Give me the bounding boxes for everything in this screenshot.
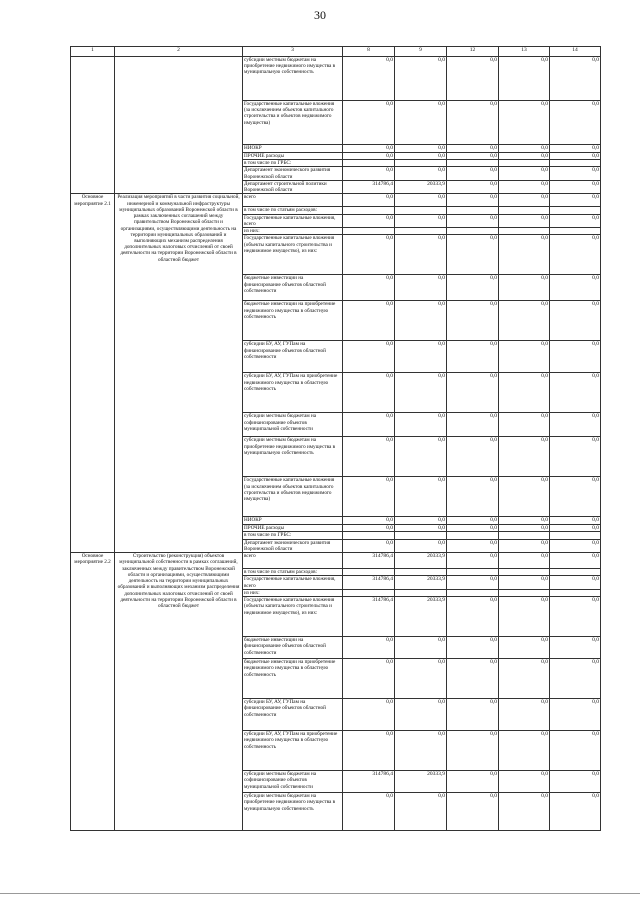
value-cell: 0,0 bbox=[395, 413, 447, 437]
value-cell: 0,0 bbox=[550, 167, 601, 180]
value-cell: 20333,9 bbox=[395, 576, 447, 589]
value-cell bbox=[447, 160, 499, 167]
value-cell: 0,0 bbox=[550, 413, 601, 437]
value-cell: 0,0 bbox=[343, 659, 395, 699]
value-cell: 0,0 bbox=[395, 57, 447, 101]
value-cell: 0,0 bbox=[395, 524, 447, 532]
value-cell: 0,0 bbox=[499, 214, 550, 227]
value-cell: 0,0 bbox=[550, 524, 601, 532]
row-label: из них: bbox=[243, 228, 343, 235]
value-cell: 0,0 bbox=[499, 101, 550, 145]
value-cell: 0,0 bbox=[447, 553, 499, 569]
value-cell: 0,0 bbox=[499, 275, 550, 301]
value-cell bbox=[499, 532, 550, 539]
value-cell: 0,0 bbox=[395, 301, 447, 341]
row-label: в том числе по ГРБС: bbox=[243, 532, 343, 539]
value-cell bbox=[499, 207, 550, 214]
value-cell: 0,0 bbox=[343, 57, 395, 101]
value-cell: 0,0 bbox=[499, 731, 550, 771]
value-cell: 0,0 bbox=[343, 194, 395, 207]
value-cell: 0,0 bbox=[395, 437, 447, 477]
value-cell bbox=[447, 589, 499, 596]
value-cell: 0,0 bbox=[550, 152, 601, 160]
value-cell: 0,0 bbox=[447, 57, 499, 101]
row-label: Государственные капитальные вложения (за исключением объектов капитального строительства и объектов недвижимого имущества) bbox=[243, 101, 343, 145]
value-cell: 0,0 bbox=[447, 477, 499, 517]
row-label: НИОКР bbox=[243, 517, 343, 525]
value-cell: 0,0 bbox=[499, 373, 550, 413]
value-cell: 0,0 bbox=[550, 57, 601, 101]
row-label: Государственные капитальные вложения (за исключением объектов капитального строительства и объектов недвижимого имущества) bbox=[243, 477, 343, 517]
value-cell: 0,0 bbox=[499, 235, 550, 275]
value-cell: 0,0 bbox=[447, 145, 499, 153]
value-cell bbox=[395, 532, 447, 539]
table-row bbox=[71, 57, 601, 101]
value-cell: 0,0 bbox=[395, 145, 447, 153]
value-cell: 0,0 bbox=[343, 731, 395, 771]
value-cell: 0,0 bbox=[343, 341, 395, 373]
row-label: субсидии БУ, АУ, ГУПам на финансирование объектов областной собственности bbox=[243, 699, 343, 731]
value-cell bbox=[343, 589, 395, 596]
value-cell: 0,0 bbox=[395, 194, 447, 207]
row-label: бюджетные инвестиции на финансирование объектов областной собственности bbox=[243, 275, 343, 301]
value-cell bbox=[343, 532, 395, 539]
value-cell bbox=[343, 207, 395, 214]
value-cell: 0,0 bbox=[550, 101, 601, 145]
value-cell: 0,0 bbox=[550, 235, 601, 275]
value-cell: 0,0 bbox=[550, 180, 601, 193]
value-cell: 0,0 bbox=[447, 180, 499, 193]
value-cell: 0,0 bbox=[343, 413, 395, 437]
row-label: из них: bbox=[243, 589, 343, 596]
value-cell: 0,0 bbox=[499, 597, 550, 637]
value-cell: 0,0 bbox=[395, 152, 447, 160]
row-label: ПРОЧИЕ расходы bbox=[243, 524, 343, 532]
row-label: субсидии местным бюджетам на софинансирование объектов муниципальной собственности bbox=[243, 771, 343, 793]
value-cell bbox=[343, 569, 395, 576]
value-cell: 0,0 bbox=[447, 517, 499, 525]
value-cell: 0,0 bbox=[395, 517, 447, 525]
value-cell: 0,0 bbox=[550, 793, 601, 831]
continuation-col2 bbox=[115, 57, 243, 194]
value-cell: 0,0 bbox=[447, 214, 499, 227]
value-cell bbox=[550, 532, 601, 539]
value-cell: 0,0 bbox=[343, 275, 395, 301]
value-cell: 0,0 bbox=[343, 214, 395, 227]
value-cell: 0,0 bbox=[499, 152, 550, 160]
value-cell: 0,0 bbox=[395, 101, 447, 145]
value-cell: 0,0 bbox=[447, 167, 499, 180]
value-cell bbox=[395, 207, 447, 214]
value-cell: 0,0 bbox=[447, 235, 499, 275]
header-row bbox=[71, 47, 601, 57]
row-label: субсидии БУ, АУ, ГУПам на приобретение недвижимого имущества в областную собственность bbox=[243, 373, 343, 413]
value-cell: 20333,9 bbox=[395, 597, 447, 637]
header-cell: 9 bbox=[395, 47, 447, 57]
value-cell: 314786,4 bbox=[343, 771, 395, 793]
row-label: бюджетные инвестиции на финансирование объектов областной собственности bbox=[243, 637, 343, 659]
value-cell: 0,0 bbox=[550, 194, 601, 207]
value-cell: 0,0 bbox=[550, 373, 601, 413]
value-cell: 0,0 bbox=[447, 793, 499, 831]
value-cell: 0,0 bbox=[550, 553, 601, 569]
value-cell bbox=[550, 569, 601, 576]
value-cell: 0,0 bbox=[499, 517, 550, 525]
value-cell: 0,0 bbox=[447, 637, 499, 659]
value-cell: 0,0 bbox=[395, 793, 447, 831]
value-cell bbox=[499, 160, 550, 167]
value-cell: 20333,9 bbox=[395, 180, 447, 193]
value-cell: 0,0 bbox=[499, 524, 550, 532]
activity-description: Реализация мероприятий в части развития социальной, инженерной и коммунальной инфраструктуры муниципальных образований Воронежской области в рамках заключенных соглашений между правительством Воронежской области и организациями, осуществляющими деятельность на территории муниципальных образований и выполняющих механизм распределения дополнительных налоговых отчислений от своей деятельности на территории Воронежской области в областной бюджет bbox=[115, 194, 243, 553]
value-cell: 0,0 bbox=[395, 477, 447, 517]
value-cell: 0,0 bbox=[499, 477, 550, 517]
continuation-col1 bbox=[71, 57, 115, 194]
header-cell: 3 bbox=[243, 47, 343, 57]
value-cell: 20333,9 bbox=[395, 771, 447, 793]
row-label: субсидии местным бюджетам на приобретение недвижимого имущества в муниципальную собственность bbox=[243, 57, 343, 101]
value-cell: 0,0 bbox=[447, 659, 499, 699]
value-cell: 0,0 bbox=[447, 194, 499, 207]
header-cell: 1 bbox=[71, 47, 115, 57]
value-cell: 0,0 bbox=[343, 167, 395, 180]
activity-description: Строительство (реконструкция) объектов муниципальной собственности в рамках соглашений, заключенных между правительством Воронежской области и организациями, осуществляющими деятельность на территории муниципальных образований и выполняющих механизм распределения дополнительных налоговых отчислений от своей деятельности на территории Воронежской области в областной бюджет bbox=[115, 553, 243, 831]
row-label: Департамент экономического развития Воронежской области bbox=[243, 539, 343, 552]
value-cell: 0,0 bbox=[447, 413, 499, 437]
value-cell: 0,0 bbox=[447, 539, 499, 552]
value-cell: 0,0 bbox=[499, 413, 550, 437]
value-cell: 0,0 bbox=[499, 145, 550, 153]
value-cell bbox=[447, 207, 499, 214]
value-cell: 0,0 bbox=[550, 597, 601, 637]
value-cell bbox=[395, 160, 447, 167]
value-cell: 314786,4 bbox=[343, 597, 395, 637]
value-cell: 0,0 bbox=[343, 301, 395, 341]
row-label: Департамент экономического развития Воронежской области bbox=[243, 167, 343, 180]
value-cell bbox=[550, 160, 601, 167]
value-cell: 0,0 bbox=[550, 517, 601, 525]
row-label: Государственные капитальные вложения, всего bbox=[243, 214, 343, 227]
value-cell: 0,0 bbox=[447, 576, 499, 589]
value-cell: 0,0 bbox=[395, 539, 447, 552]
value-cell: 0,0 bbox=[499, 539, 550, 552]
activity-code: Основное мероприятие 2.1 bbox=[71, 194, 115, 553]
value-cell: 0,0 bbox=[550, 731, 601, 771]
value-cell: 0,0 bbox=[447, 699, 499, 731]
page-number: 30 bbox=[314, 8, 326, 22]
value-cell: 0,0 bbox=[550, 341, 601, 373]
value-cell: 0,0 bbox=[550, 477, 601, 517]
row-label: ПРОЧИЕ расходы bbox=[243, 152, 343, 160]
value-cell: 0,0 bbox=[447, 524, 499, 532]
row-label: Государственные капитальные вложения, всего bbox=[243, 576, 343, 589]
value-cell: 0,0 bbox=[499, 793, 550, 831]
value-cell: 0,0 bbox=[550, 275, 601, 301]
value-cell: 0,0 bbox=[550, 437, 601, 477]
value-cell: 0,0 bbox=[447, 373, 499, 413]
value-cell: 0,0 bbox=[395, 637, 447, 659]
value-cell: 0,0 bbox=[343, 437, 395, 477]
row-label: в том числе по ГРБС: bbox=[243, 160, 343, 167]
value-cell: 0,0 bbox=[395, 167, 447, 180]
value-cell: 0,0 bbox=[343, 793, 395, 831]
table-row bbox=[71, 194, 601, 207]
value-cell: 0,0 bbox=[499, 167, 550, 180]
value-cell: 0,0 bbox=[499, 180, 550, 193]
value-cell: 0,0 bbox=[343, 539, 395, 552]
value-cell: 0,0 bbox=[343, 524, 395, 532]
value-cell bbox=[550, 207, 601, 214]
row-label: субсидии местным бюджетам на приобретение недвижимого имущества в муниципальную собственность bbox=[243, 793, 343, 831]
value-cell: 0,0 bbox=[550, 576, 601, 589]
table-row bbox=[71, 553, 601, 569]
value-cell: 0,0 bbox=[395, 731, 447, 771]
row-label: Департамент строительной политики Воронежской области bbox=[243, 180, 343, 193]
value-cell: 0,0 bbox=[550, 145, 601, 153]
value-cell: 0,0 bbox=[343, 517, 395, 525]
value-cell: 0,0 bbox=[550, 659, 601, 699]
value-cell: 0,0 bbox=[499, 553, 550, 569]
value-cell: 0,0 bbox=[550, 699, 601, 731]
value-cell: 0,0 bbox=[447, 341, 499, 373]
value-cell: 0,0 bbox=[395, 214, 447, 227]
value-cell bbox=[395, 228, 447, 235]
value-cell: 0,0 bbox=[343, 699, 395, 731]
value-cell: 0,0 bbox=[447, 301, 499, 341]
header-cell: 13 bbox=[499, 47, 550, 57]
value-cell: 0,0 bbox=[499, 659, 550, 699]
value-cell: 0,0 bbox=[499, 771, 550, 793]
row-label: в том числе по статьям расходов: bbox=[243, 569, 343, 576]
value-cell bbox=[395, 589, 447, 596]
value-cell: 0,0 bbox=[447, 731, 499, 771]
value-cell bbox=[395, 569, 447, 576]
value-cell: 0,0 bbox=[499, 301, 550, 341]
value-cell: 0,0 bbox=[447, 771, 499, 793]
value-cell: 0,0 bbox=[550, 771, 601, 793]
page-bottom-edge bbox=[0, 893, 640, 894]
value-cell: 0,0 bbox=[447, 275, 499, 301]
value-cell: 0,0 bbox=[499, 341, 550, 373]
value-cell bbox=[499, 228, 550, 235]
value-cell: 0,0 bbox=[550, 301, 601, 341]
value-cell: 0,0 bbox=[499, 437, 550, 477]
value-cell: 0,0 bbox=[447, 152, 499, 160]
header-cell: 12 bbox=[447, 47, 499, 57]
value-cell: 0,0 bbox=[550, 539, 601, 552]
value-cell: 0,0 bbox=[343, 235, 395, 275]
value-cell: 0,0 bbox=[395, 373, 447, 413]
header-cell: 2 bbox=[115, 47, 243, 57]
value-cell: 0,0 bbox=[499, 637, 550, 659]
value-cell: 0,0 bbox=[343, 101, 395, 145]
value-cell: 0,0 bbox=[447, 437, 499, 477]
value-cell bbox=[447, 228, 499, 235]
value-cell bbox=[447, 569, 499, 576]
row-label: НИОКР bbox=[243, 145, 343, 153]
header-cell: 14 bbox=[550, 47, 601, 57]
value-cell: 0,0 bbox=[550, 637, 601, 659]
value-cell bbox=[550, 589, 601, 596]
value-cell: 0,0 bbox=[395, 699, 447, 731]
value-cell: 0,0 bbox=[447, 101, 499, 145]
value-cell: 0,0 bbox=[550, 214, 601, 227]
row-label: Государственные капитальные вложения (объекты капитального строительства и недвижимое имущество), из них: bbox=[243, 235, 343, 275]
row-label: Государственные капитальные вложения (объекты капитального строительства и недвижимое имущество), из них: bbox=[243, 597, 343, 637]
value-cell: 20333,9 bbox=[395, 553, 447, 569]
value-cell: 0,0 bbox=[395, 235, 447, 275]
value-cell bbox=[499, 569, 550, 576]
value-cell: 0,0 bbox=[499, 576, 550, 589]
value-cell: 0,0 bbox=[343, 477, 395, 517]
row-label: бюджетные инвестиции на приобретение недвижимого имущества в областную собственность bbox=[243, 659, 343, 699]
value-cell: 0,0 bbox=[447, 597, 499, 637]
value-cell: 314786,4 bbox=[343, 553, 395, 569]
header-cell: 8 bbox=[343, 47, 395, 57]
value-cell: 0,0 bbox=[395, 341, 447, 373]
value-cell: 0,0 bbox=[499, 57, 550, 101]
value-cell: 0,0 bbox=[343, 373, 395, 413]
value-cell: 314786,4 bbox=[343, 180, 395, 193]
row-label: субсидии БУ, АУ, ГУПам на финансирование объектов областной собственности bbox=[243, 341, 343, 373]
value-cell: 0,0 bbox=[499, 699, 550, 731]
budget-table bbox=[70, 46, 601, 831]
value-cell bbox=[550, 228, 601, 235]
value-cell: 0,0 bbox=[343, 637, 395, 659]
row-label: в том числе по статьям расходов: bbox=[243, 207, 343, 214]
value-cell bbox=[499, 589, 550, 596]
row-label: всего bbox=[243, 194, 343, 207]
row-label: всего bbox=[243, 553, 343, 569]
row-label: субсидии местным бюджетам на софинансирование объектов муниципальной собственности bbox=[243, 413, 343, 437]
value-cell: 0,0 bbox=[343, 145, 395, 153]
value-cell: 0,0 bbox=[395, 275, 447, 301]
activity-code: Основное мероприятие 2.2 bbox=[71, 553, 115, 831]
value-cell: 314786,4 bbox=[343, 576, 395, 589]
value-cell bbox=[343, 228, 395, 235]
row-label: субсидии местным бюджетам на приобретение недвижимого имущества в муниципальную собственность bbox=[243, 437, 343, 477]
value-cell: 0,0 bbox=[499, 194, 550, 207]
value-cell bbox=[343, 160, 395, 167]
value-cell: 0,0 bbox=[395, 659, 447, 699]
row-label: бюджетные инвестиции на приобретение недвижимого имущества в областную собственность bbox=[243, 301, 343, 341]
row-label: субсидии БУ, АУ, ГУПам на приобретение недвижимого имущества в областную собственность bbox=[243, 731, 343, 771]
value-cell bbox=[447, 532, 499, 539]
value-cell: 0,0 bbox=[343, 152, 395, 160]
